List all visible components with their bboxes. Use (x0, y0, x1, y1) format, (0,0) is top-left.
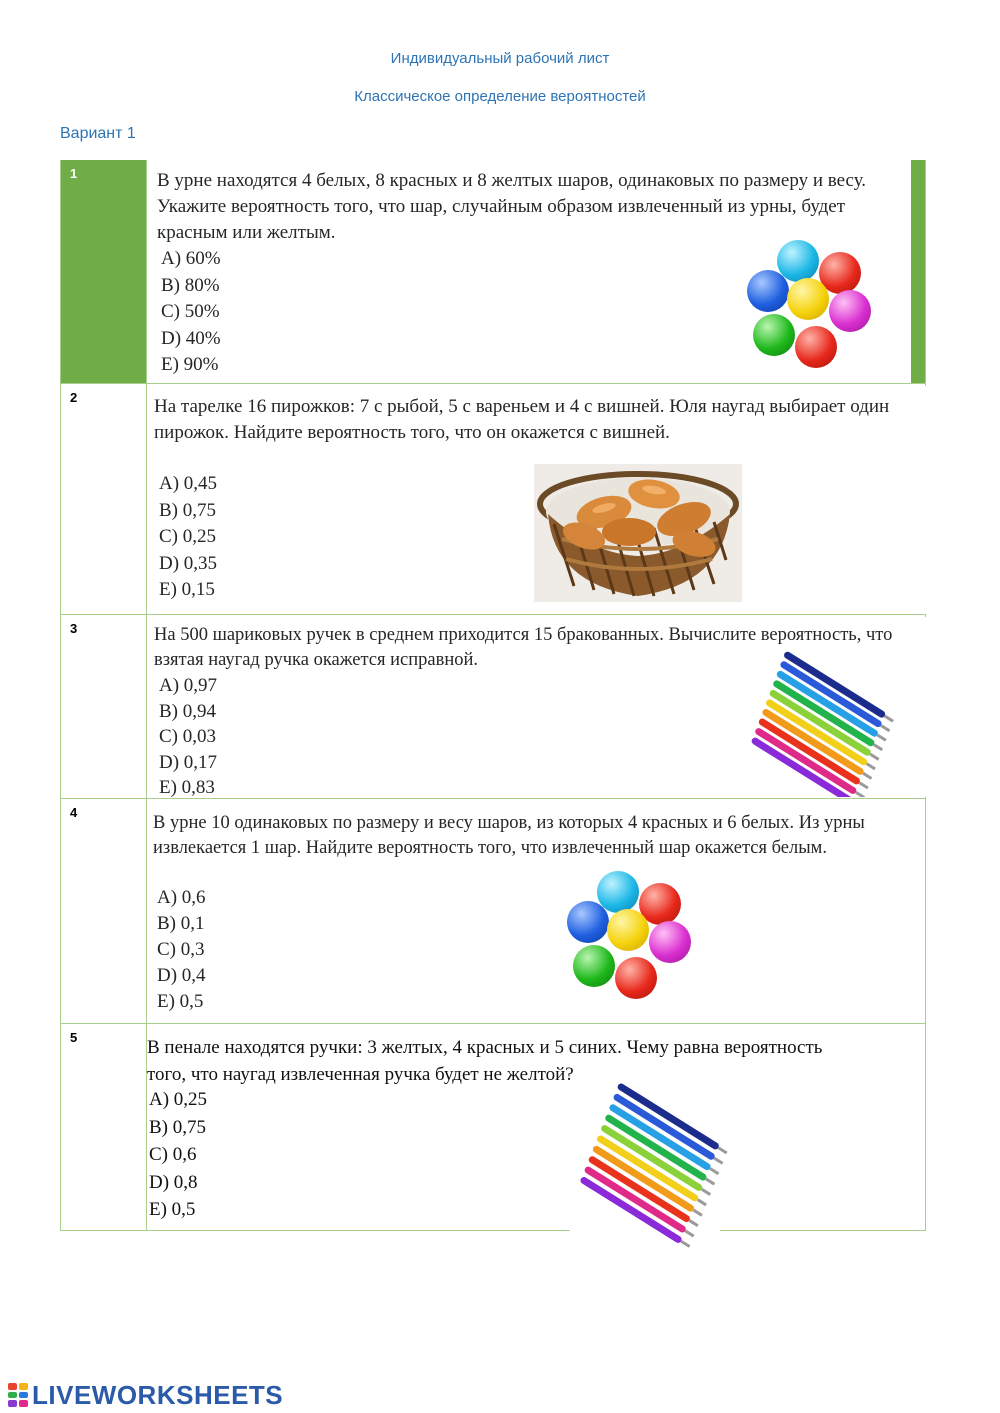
answer-options (157, 885, 206, 1015)
answer-options (159, 471, 217, 604)
colored-pens-image (749, 669, 879, 789)
basket-of-pies-image (534, 464, 742, 602)
question-text: На 500 шариковых ручек в среднем приходится 15 бракованных. Вычислите вероятность, что взятая наугад ручка окажется исправной. (154, 625, 893, 670)
worksheet-title: Индивидуальный рабочий лист (390, 50, 610, 67)
question-row-2 (61, 383, 925, 614)
answer-option[interactable]: B) 0,1 (157, 913, 205, 934)
answer-option[interactable]: E) 90% (161, 354, 219, 375)
answer-option[interactable]: B) 80% (161, 274, 220, 296)
answer-option[interactable]: D) 40% (161, 327, 221, 349)
answer-option[interactable]: A) 0,45 (159, 473, 218, 494)
colored-balls-image (565, 869, 697, 1005)
answer-options (159, 673, 217, 797)
answer-option[interactable]: A) 0,6 (157, 887, 206, 908)
worksheet-subtitle: Классическое определение вероятностей (354, 88, 646, 105)
question-text: В урне находятся 4 белых, 8 красных и 8 желтых шаров, одинаковых по размеру и весу. Укажите вероятность того, что шар, случайным образом извлеченный из урны, будет красным или желтым. (157, 170, 867, 243)
answer-option[interactable]: D) 0,4 (157, 965, 206, 986)
question-number: 2 (70, 390, 78, 405)
variant-label: Вариант 1 (60, 125, 136, 142)
question-number: 3 (70, 621, 78, 636)
question-scan (147, 160, 911, 383)
question-row-1 (61, 160, 925, 383)
answer-option[interactable]: E) 0,15 (159, 579, 215, 600)
question-scan (149, 617, 959, 797)
logo-icon (8, 1383, 28, 1407)
answer-option[interactable]: A) 0,97 (159, 675, 218, 696)
answer-option[interactable]: D) 0,35 (159, 552, 218, 574)
answer-option[interactable]: E) 0,5 (157, 991, 204, 1012)
answer-option[interactable]: B) 0,75 (149, 1116, 206, 1138)
answer-option[interactable]: B) 0,75 (159, 499, 216, 521)
question-text: В пенале находятся ручки: 3 желтых, 4 красных и 5 синих. Чему равна вероятность того, что наугад извлеченная ручка будет не желтой? (147, 1037, 823, 1085)
basket-of-pies-icon (534, 464, 742, 602)
answer-options (149, 1086, 207, 1224)
brand-name: LIVEWORKSHEETS (32, 1379, 284, 1410)
answer-option[interactable]: A) 60% (161, 248, 221, 269)
question-scan (149, 386, 967, 614)
question-row-5 (61, 1023, 925, 1230)
colored-pens-image (570, 1100, 720, 1235)
question-scan (147, 801, 902, 1023)
questions-table (60, 160, 926, 1231)
answer-option[interactable]: C) 0,3 (157, 939, 205, 960)
answer-option[interactable]: C) 50% (161, 301, 220, 322)
question-number: 5 (70, 1030, 78, 1045)
answer-option[interactable]: E) 0,5 (149, 1199, 196, 1220)
question-text: На тарелке 16 пирожков: 7 с рыбой, 5 с вареньем и 4 с вишней. Юля наугад выбирает один пирожок. Найдите вероятность того, что он окажется с вишней. (154, 396, 890, 443)
colored-balls-image (745, 238, 877, 374)
question-row-4 (61, 798, 925, 1023)
question-number: 1 (70, 166, 78, 181)
answer-option[interactable]: E) 0,83 (159, 777, 215, 797)
question-scan (139, 1028, 859, 1230)
liveworksheets-logo[interactable] (8, 1380, 283, 1410)
answer-option[interactable]: C) 0,6 (149, 1144, 197, 1165)
question-row-3 (61, 614, 925, 798)
question-text: В урне 10 одинаковых по размеру и весу шаров, из которых 4 красных и 6 белых. Из урны извлекается 1 шар. Найдите вероятность того, что извлеченный шар окажется белым. (153, 813, 865, 858)
answer-option[interactable]: D) 0,8 (149, 1171, 198, 1193)
answer-option[interactable]: B) 0,94 (159, 700, 216, 722)
answer-option[interactable]: A) 0,25 (149, 1089, 208, 1110)
answer-option[interactable]: D) 0,17 (159, 751, 218, 773)
answer-option[interactable]: C) 0,25 (159, 526, 216, 547)
question-number: 4 (70, 805, 78, 820)
answer-option[interactable]: C) 0,03 (159, 726, 216, 747)
answer-options (161, 246, 221, 379)
